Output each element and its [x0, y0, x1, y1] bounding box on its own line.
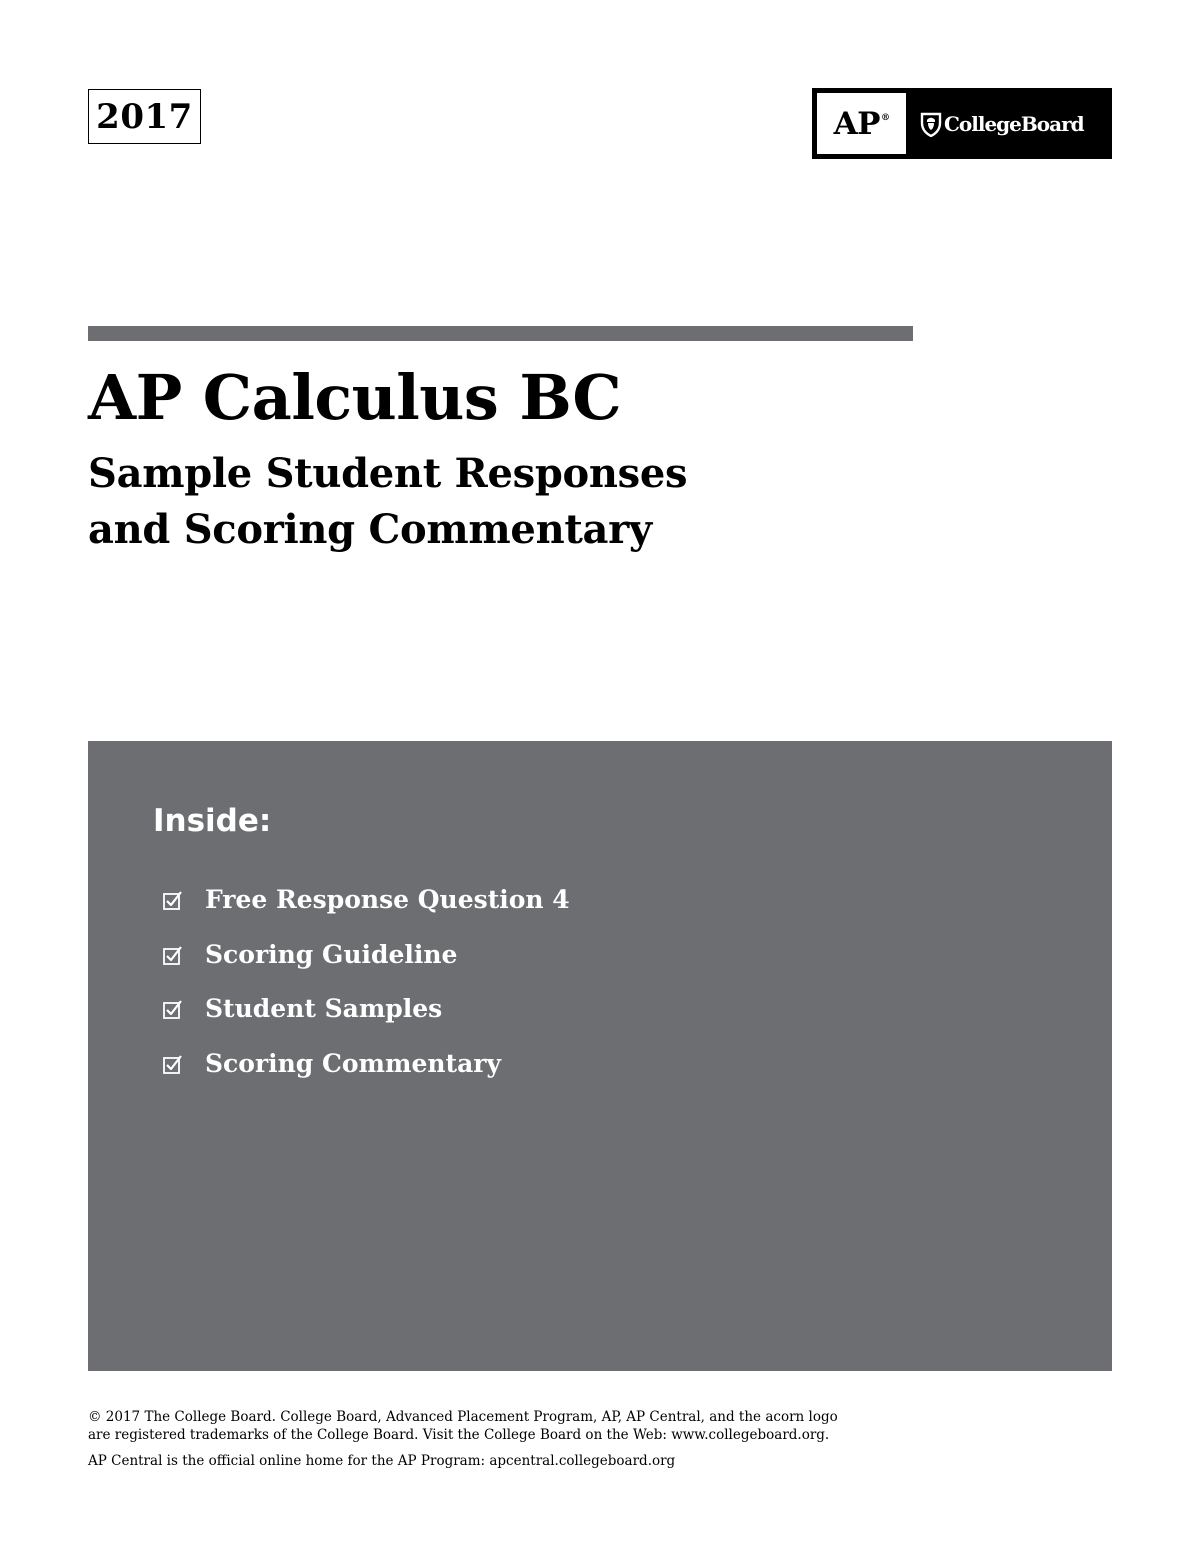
college-board-wordmark	[920, 88, 1084, 159]
year-label: 2017	[96, 96, 193, 137]
list-item-label: Scoring Commentary	[205, 1048, 501, 1078]
checkbox-checked-icon	[163, 945, 183, 965]
inside-checklist	[163, 873, 570, 1091]
year-badge	[88, 89, 201, 144]
list-item	[163, 1037, 570, 1092]
checkbox-checked-icon	[163, 999, 183, 1019]
page-subtitle	[88, 446, 687, 558]
list-item-label: Student Samples	[205, 994, 443, 1024]
copyright-line-2: are registered trademarks of the College Board. Visit the College Board on the Web: www.collegeboard.org.	[88, 1427, 830, 1443]
subtitle-line-1: Sample Student Responses	[88, 450, 688, 497]
list-item-label: Scoring Guideline	[205, 939, 458, 969]
college-board-text: CollegeBoard	[944, 111, 1084, 136]
page-title: AP Calculus BC	[88, 361, 622, 434]
inside-panel	[88, 741, 1112, 1371]
ap-logo-mark: ®	[880, 112, 890, 123]
list-item	[163, 982, 570, 1037]
list-item	[163, 928, 570, 983]
ap-central-note: AP Central is the official online home for the AP Program: apcentral.collegeboard.org	[88, 1453, 676, 1469]
ap-logo	[817, 93, 906, 154]
ap-logo-text: AP	[833, 105, 880, 142]
checkbox-checked-icon	[163, 890, 183, 910]
list-item-label: Free Response Question 4	[205, 885, 570, 915]
title-rule	[88, 326, 913, 341]
list-item	[163, 873, 570, 928]
checkbox-checked-icon	[163, 1054, 183, 1074]
ap-college-board-logo	[812, 88, 1112, 159]
footer	[88, 1408, 838, 1470]
acorn-shield-icon	[920, 111, 942, 137]
copyright-line-1: © 2017 The College Board. College Board, Advanced Placement Program, AP, AP Central, and the acorn logo	[88, 1409, 838, 1425]
subtitle-line-2: and Scoring Commentary	[88, 506, 652, 553]
inside-heading: Inside:	[153, 803, 272, 839]
